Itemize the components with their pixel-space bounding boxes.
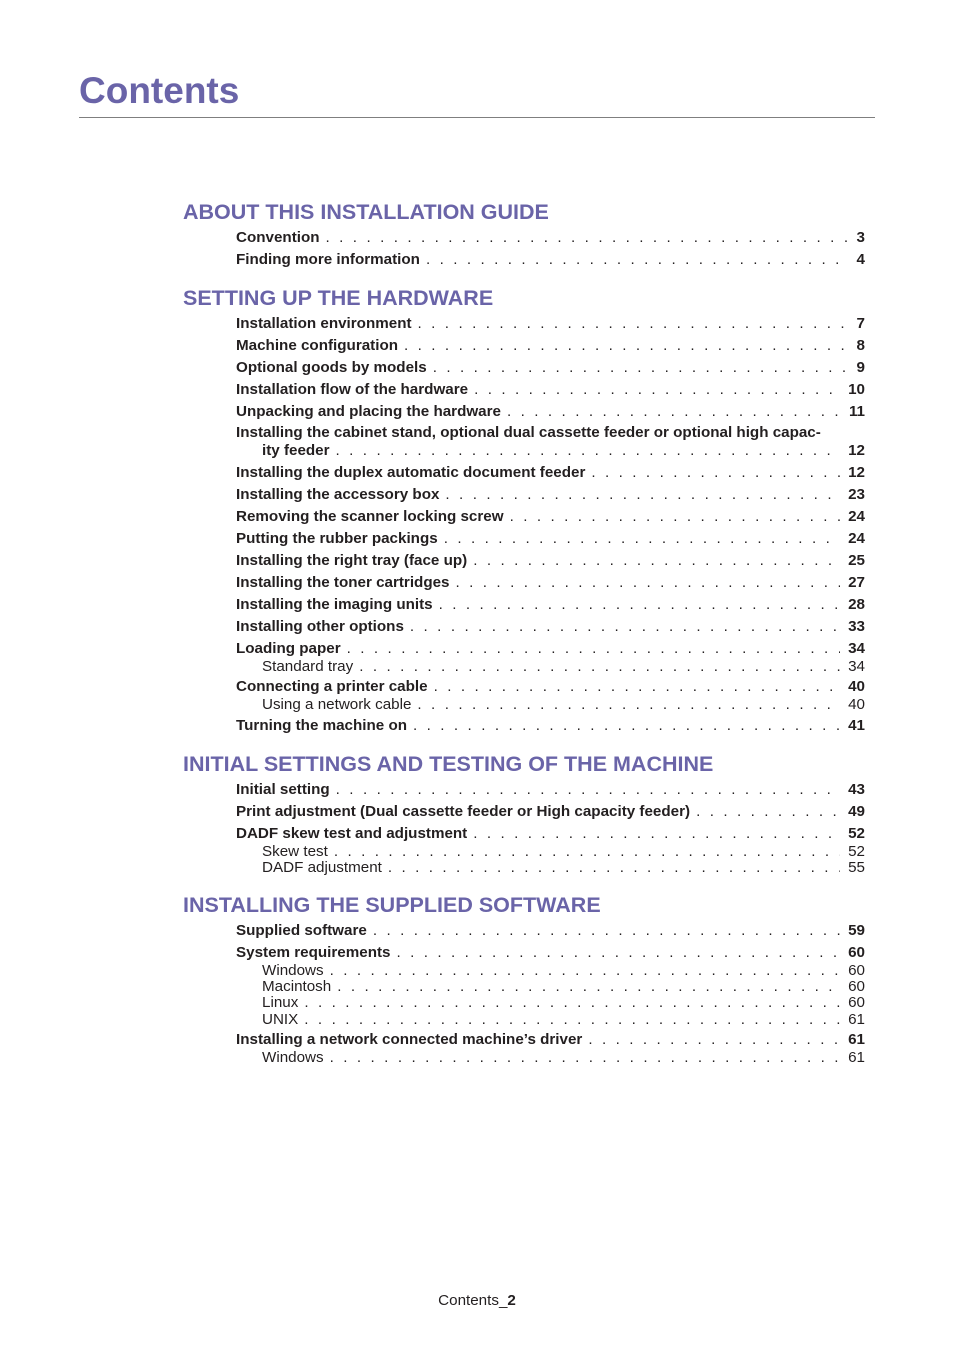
toc-entry[interactable] [236,250,865,270]
toc-page-number: 60 [848,943,865,961]
toc-page-number: 52 [848,824,865,842]
toc-subentry[interactable] [236,963,865,979]
dot-leader [591,463,840,483]
toc-entry-label: Macintosh [262,977,332,995]
dot-leader [347,639,840,659]
toc-entry[interactable] [236,639,865,659]
toc-entry-label: Initial setting [236,780,330,798]
toc-page-number: 3 [856,229,865,246]
toc-page-number: 55 [848,859,865,877]
toc-entry-label: UNIX [262,1010,299,1028]
dot-leader [510,507,841,527]
dot-leader [336,441,841,461]
dot-leader [404,336,849,356]
toc-entry[interactable] [236,595,865,615]
dot-leader [337,979,840,995]
dot-leader [304,995,840,1011]
toc-page-number: 9 [856,359,865,376]
dot-leader [439,595,840,615]
toc-entry[interactable] [236,529,865,549]
dot-leader [456,573,841,593]
toc-entry-label: Installation environment [236,315,412,332]
toc-page-number: 8 [856,337,865,354]
toc-subentry[interactable] [236,1012,865,1028]
dot-leader [507,402,841,422]
toc-page-number: 23 [848,486,865,503]
toc-page-number: 24 [848,508,865,525]
dot-leader [696,802,840,822]
section-entries [236,228,865,270]
toc-page-number: 43 [848,780,865,798]
dot-leader [304,1012,840,1028]
toc-entry-label: Optional goods by models [236,359,427,376]
toc-entry[interactable] [236,1030,865,1050]
dot-leader [330,1050,840,1066]
dot-leader [445,485,840,505]
toc-entry-label: Print adjustment (Dual cassette feeder or High capacity feeder) [236,802,691,820]
toc-entry-label: Linux [262,994,299,1012]
toc-entry[interactable] [236,402,865,422]
section-entries [236,314,865,736]
toc-subentry[interactable] [236,860,865,876]
dot-leader [413,716,840,736]
dot-leader [396,943,840,963]
dot-leader [588,1030,840,1050]
toc-page-number: 10 [848,381,865,398]
toc-subentry[interactable] [236,979,865,995]
toc-entry-label: Windows [262,961,324,979]
toc-subentry[interactable] [236,659,865,675]
toc-entry[interactable] [236,780,865,800]
toc-page-number: 60 [848,994,865,1012]
dot-leader [330,963,840,979]
toc-entry[interactable] [236,943,865,963]
dot-leader [388,860,840,876]
toc-entry-label: Windows [262,1049,324,1067]
toc-subentry[interactable] [236,844,865,860]
toc-entry[interactable] [236,485,865,505]
toc-entry-label: Turning the machine on [236,716,407,734]
toc-entry[interactable] [236,716,865,736]
toc-entry-label: Installing the toner cartridges [236,574,450,591]
toc-entry[interactable] [236,358,865,378]
dot-leader [474,380,840,400]
toc-entry[interactable] [236,677,865,697]
toc-entry-label: Machine configuration [236,337,399,354]
toc-entry-label: Removing the scanner locking screw [236,508,504,525]
toc-entry-label: System requirements [236,943,391,961]
toc-entry-label: DADF skew test and adjustment [236,824,468,842]
dot-leader [426,250,849,270]
toc-page-number: 25 [848,552,865,569]
dot-leader [473,824,840,844]
toc-entry-label: Standard tray [262,658,354,675]
toc-page-number: 41 [848,716,865,734]
toc-page-number: 49 [848,802,865,820]
toc-entry[interactable] [236,228,865,248]
toc-page-number: 28 [848,596,865,613]
toc-subentry[interactable] [236,697,865,713]
toc-page-number: 27 [848,574,865,591]
toc-page-number: 40 [848,678,865,696]
section-entries [236,921,865,1067]
toc-entry[interactable] [236,441,865,461]
toc-entry-label: ity feeder [262,442,330,459]
toc-page-number: 7 [856,315,865,332]
toc-page-number: 4 [856,251,865,268]
toc-page-number: 11 [848,403,865,420]
dot-leader [417,697,840,713]
dot-leader [326,228,849,248]
toc-entry-label: Supplied software [236,921,367,939]
toc-page-number: 59 [848,921,865,939]
section-heading[interactable]: ABOUT THIS INSTALLATION GUIDE [183,200,549,224]
toc-page-number: 24 [848,530,865,547]
footer-page-number: 2 [507,1292,516,1309]
dot-leader [334,844,840,860]
toc-page-number: 52 [848,842,865,860]
toc-page-number: 60 [848,961,865,979]
dot-leader [418,314,849,334]
toc-page-number: 33 [848,618,865,635]
section-heading[interactable]: INITIAL SETTINGS AND TESTING OF THE MACHINE [183,751,714,776]
toc-entry-label: Installing the right tray (face up) [236,552,468,569]
toc-subentry[interactable] [236,995,865,1011]
toc-entry-label: Putting the rubber packings [236,530,438,547]
footer-label: Contents_ [438,1292,508,1309]
section-entries [236,780,865,877]
toc-entry-label: Installing other options [236,618,404,635]
toc-entry-label: Loading paper [236,640,341,657]
section-heading[interactable]: INSTALLING THE SUPPLIED SOFTWARE [183,892,601,917]
toc-entry[interactable] [236,380,865,400]
toc-entry[interactable] [236,802,865,822]
toc-entry-label: Installing the duplex automatic document feeder [236,464,586,481]
toc-entry[interactable] [236,314,865,334]
toc-entry-label: Using a network cable [262,696,412,714]
toc-entry[interactable] [236,463,865,483]
toc-entry-label: Installing the imaging units [236,596,433,613]
dot-leader [336,780,840,800]
toc-page-number: 40 [848,696,865,714]
table-of-contents [183,198,865,1067]
toc-entry-label: DADF adjustment [262,859,382,877]
toc-entry[interactable] [236,617,865,637]
dot-leader [434,677,841,697]
toc-page-number: 12 [848,464,865,481]
toc-subentry[interactable] [236,1050,865,1066]
toc-entry[interactable] [236,921,865,941]
toc-entry[interactable] [236,424,865,461]
toc-entry[interactable] [236,336,865,356]
toc-page-number: 34 [848,640,865,657]
toc-entry-label: Finding more information [236,251,420,268]
toc-entry-label: Convention [236,229,320,246]
dot-leader [433,358,849,378]
toc-entry-label: Connecting a printer cable [236,678,428,696]
toc-entry-label: Skew test [262,842,328,860]
toc-page-number: 61 [848,1049,865,1067]
dot-leader [373,921,840,941]
toc-entry-label: Installing the accessory box [236,486,440,503]
dot-leader [410,617,840,637]
toc-page-number: 12 [848,442,865,459]
toc-page-number: 61 [848,1010,865,1028]
title-divider [79,117,875,118]
dot-leader [473,551,840,571]
toc-page-number: 61 [848,1031,865,1049]
toc-entry-label: Unpacking and placing the hardware [236,403,501,420]
section-heading[interactable]: SETTING UP THE HARDWARE [183,286,494,310]
toc-entry[interactable] [236,551,865,571]
page-footer [0,1292,954,1309]
dot-leader [444,529,840,549]
toc-entry-label: Installing the cabinet stand, optional dual cassette feeder or optional high capac- [236,424,821,441]
toc-page-number: 34 [848,658,865,675]
toc-entry[interactable] [236,573,865,593]
page-title: Contents [79,70,240,111]
toc-entry[interactable] [236,824,865,844]
toc-entry-label: Installation flow of the hardware [236,381,469,398]
toc-entry-label: Installing a network connected machine’s driver [236,1031,583,1049]
dot-leader [359,659,840,675]
toc-page-number: 60 [848,977,865,995]
toc-entry[interactable] [236,507,865,527]
